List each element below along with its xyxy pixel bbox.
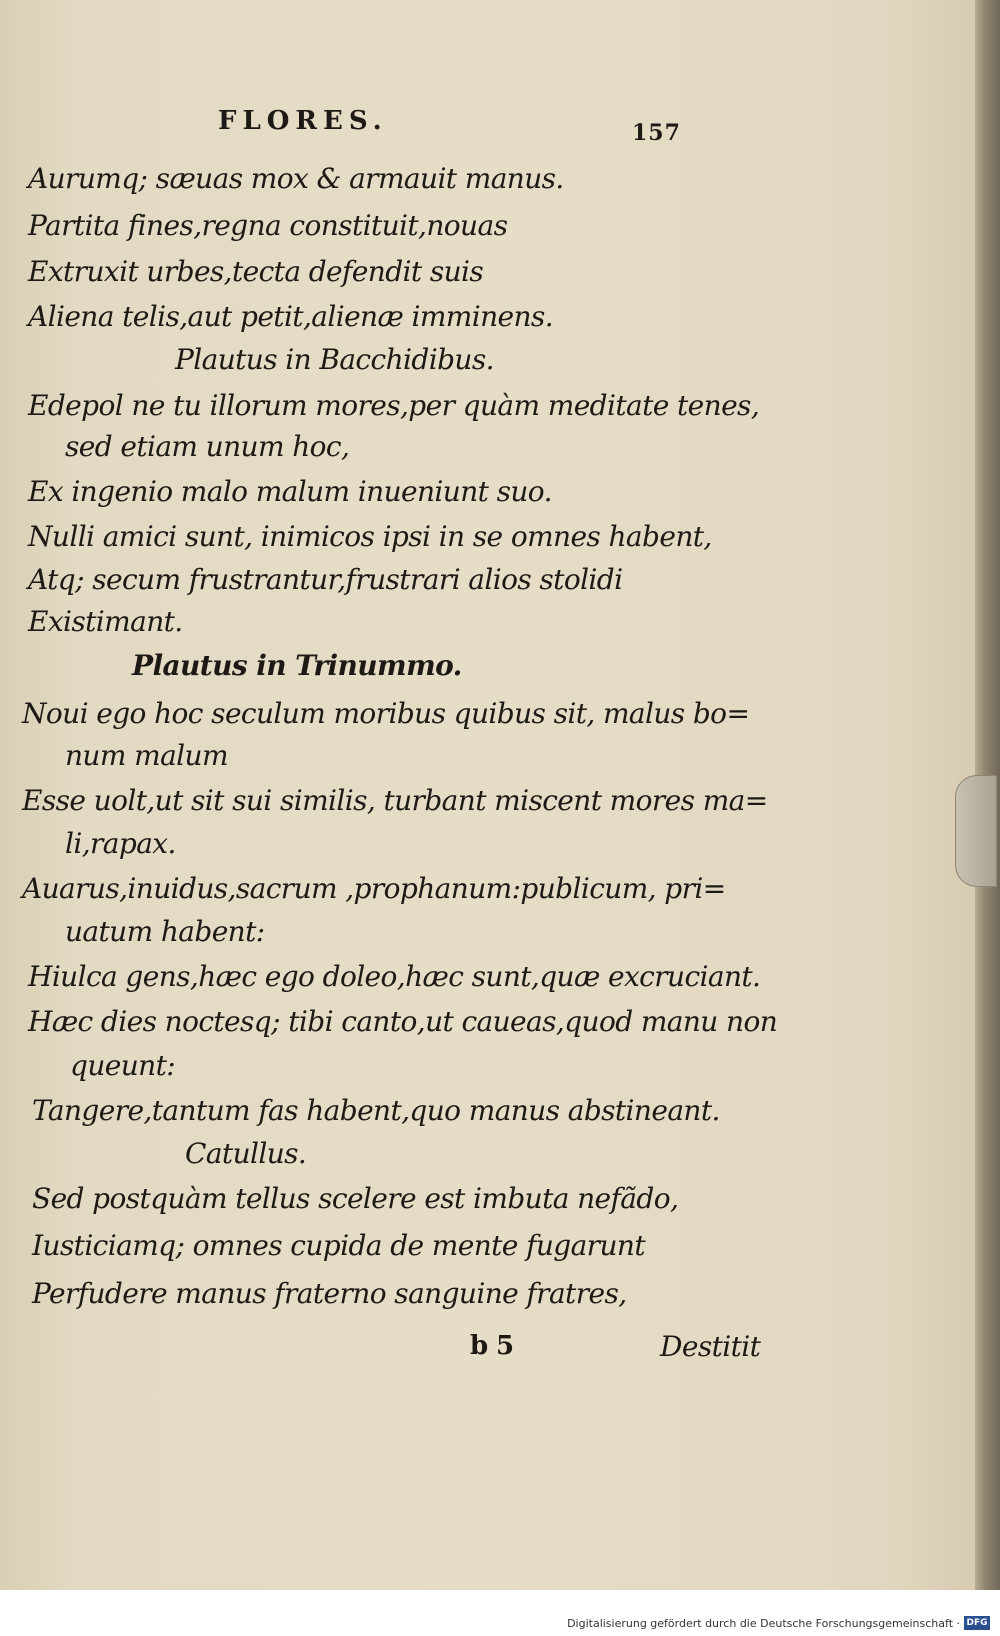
text-line: Sed postquàm tellus scelere est imbuta nefãdo, (32, 1182, 679, 1215)
text-line: Aurumq; sæuas mox & armauit manus. (28, 162, 564, 195)
text-line: num malum (65, 739, 228, 772)
text-line: Ex ingenio malo malum inueniunt suo. (28, 475, 552, 508)
text-line: Perfudere manus fraterno sanguine fratres, (32, 1277, 627, 1310)
book-clasp (955, 775, 997, 887)
text-line: li,rapax. (65, 827, 176, 860)
text-line: Hiulca gens,hæc ego doleo,hæc sunt,quæ excruciant. (28, 960, 761, 993)
text-line: Nulli amici sunt, inimicos ipsi in se omnes habent, (28, 520, 712, 553)
section-heading: Catullus. (185, 1137, 307, 1170)
text-line: Esse uolt,ut sit sui similis, turbant miscent mores ma= (22, 784, 768, 817)
text-line: uatum habent: (65, 915, 265, 948)
section-heading: Plautus in Bacchidibus. (175, 343, 494, 376)
text-line: Atq; secum frustrantur,frustrari alios stolidi (28, 563, 623, 596)
dfg-logo: DFG (964, 1616, 990, 1630)
digitization-credit: Digitalisierung gefördert durch die Deutsche Forschungsgemeinschaft · (567, 1617, 960, 1630)
running-title: FLORES. (218, 106, 388, 136)
text-line: Auarus,inuidus,sacrum ,prophanum:publicum, pri= (22, 872, 726, 905)
text-line: Noui ego hoc seculum moribus quibus sit, malus bo= (22, 697, 750, 730)
text-line: Partita fines,regna constituit,nouas (28, 209, 508, 242)
catchword: Destitit (660, 1330, 761, 1363)
text-line: Existimant. (28, 605, 183, 638)
text-line: Extruxit urbes,tecta defendit suis (28, 255, 484, 288)
text-line: Iusticiamq; omnes cupida de mente fugarunt (32, 1229, 645, 1262)
text-line: Edepol ne tu illorum mores,per quàm meditate tenes, (28, 389, 760, 422)
text-line: queunt: (70, 1049, 176, 1082)
text-line: Tangere,tantum fas habent,quo manus abstineant. (32, 1094, 720, 1127)
text-line: Aliena telis,aut petit,alienæ imminens. (28, 300, 554, 333)
signature-mark: b 5 (470, 1331, 514, 1361)
text-line: Hæc dies noctesq; tibi canto,ut caueas,quod manu non (28, 1005, 778, 1038)
text-line: sed etiam unum hoc, (65, 430, 350, 463)
section-heading: Plautus in Trinummo. (132, 649, 462, 682)
page-number: 157 (632, 120, 681, 146)
